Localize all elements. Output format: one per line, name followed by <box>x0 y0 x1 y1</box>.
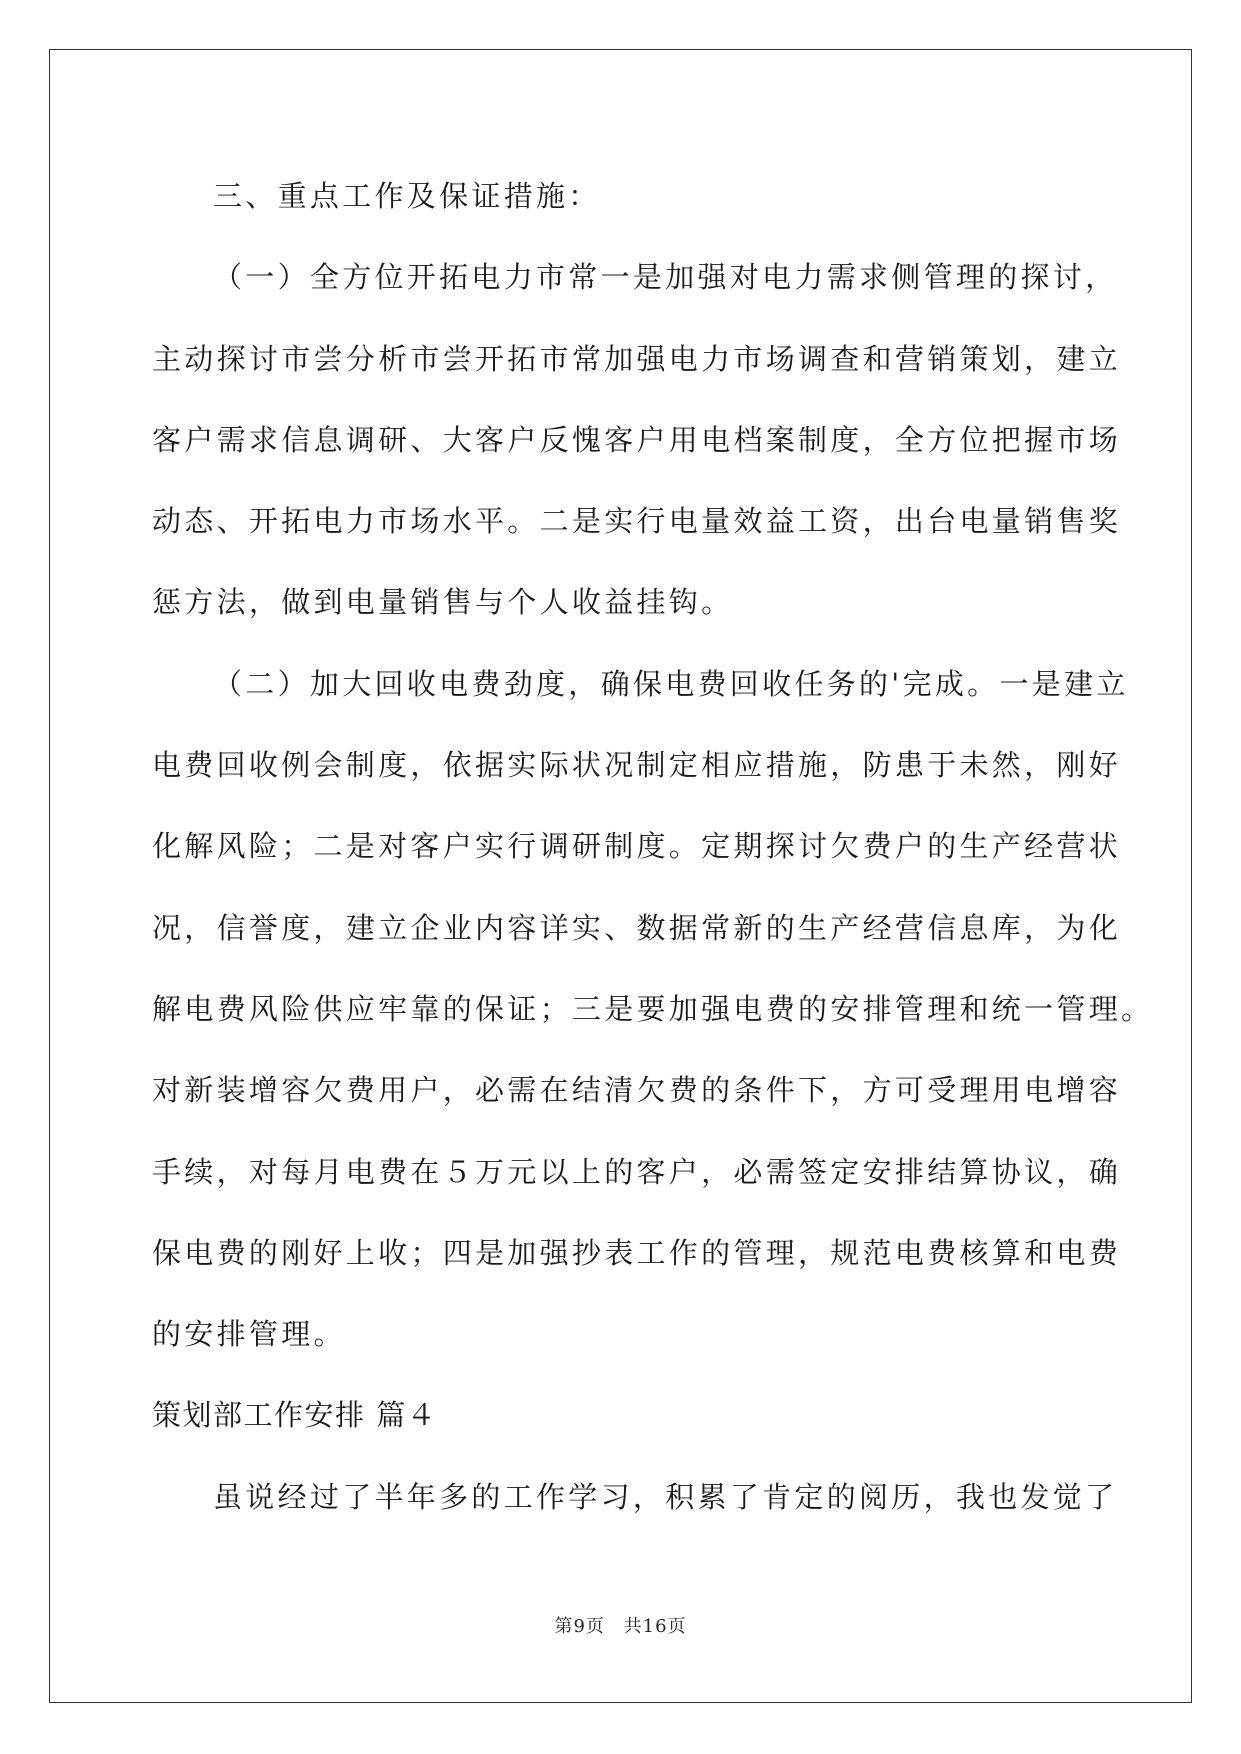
page-footer <box>0 1612 1241 1638</box>
paragraph-line: 客户需求信息调研、大客户反愧客户用电档案制度，全方位把握市场 <box>152 422 1122 457</box>
page-number: 第9页 <box>554 1616 605 1637</box>
paragraph-line: 保电费的刚好上收；四是加强抄表工作的管理，规范电费核算和电费 <box>152 1235 1122 1270</box>
page-total: 共16页 <box>623 1616 687 1637</box>
paragraph-line: （二）加大回收电费劲度，确保电费回收任务的'完成。一是建立 <box>213 666 1129 701</box>
paragraph-line: 对新装增容欠费用户，必需在结清欠费的条件下，方可受理用电增容 <box>152 1073 1122 1108</box>
paragraph-line: 况，信誉度，建立企业内容详实、数据常新的生产经营信息库，为化 <box>152 910 1122 945</box>
paragraph-line: 解电费风险供应牢靠的保证；三是要加强电费的安排管理和统一管理。 <box>152 991 1154 1026</box>
paragraph-line: 的安排管理。 <box>152 1317 346 1352</box>
paragraph-line: 虽说经过了半年多的工作学习，积累了肯定的阅历，我也发觉了 <box>213 1479 1118 1514</box>
paragraph-line: 惩方法，做到电量销售与个人收益挂钩。 <box>152 585 734 620</box>
section-heading: 策划部工作安排 篇４ <box>152 1398 438 1433</box>
paragraph-line: 动态、开拓电力市场水平。二是实行电量效益工资，出台电量销售奖 <box>152 504 1122 539</box>
paragraph-line: 手续，对每月电费在５万元以上的客户，必需签定安排结算协议，确 <box>152 1154 1122 1189</box>
paragraph-line: 主动探讨市尝分析市尝开拓市常加强电力市场调查和营销策划，建立 <box>152 341 1122 376</box>
paragraph-line: 三、重点工作及保证措施： <box>213 179 601 213</box>
paragraph-line: （一）全方位开拓电力市常一是加强对电力需求侧管理的探讨， <box>213 260 1118 295</box>
paragraph-line: 电费回收例会制度，依据实际状况制定相应措施，防患于未然，刚好 <box>152 748 1122 783</box>
paragraph-line: 化解风险；二是对客户实行调研制度。定期探讨欠费户的生产经营状 <box>152 829 1122 864</box>
document-body <box>152 156 1154 1538</box>
